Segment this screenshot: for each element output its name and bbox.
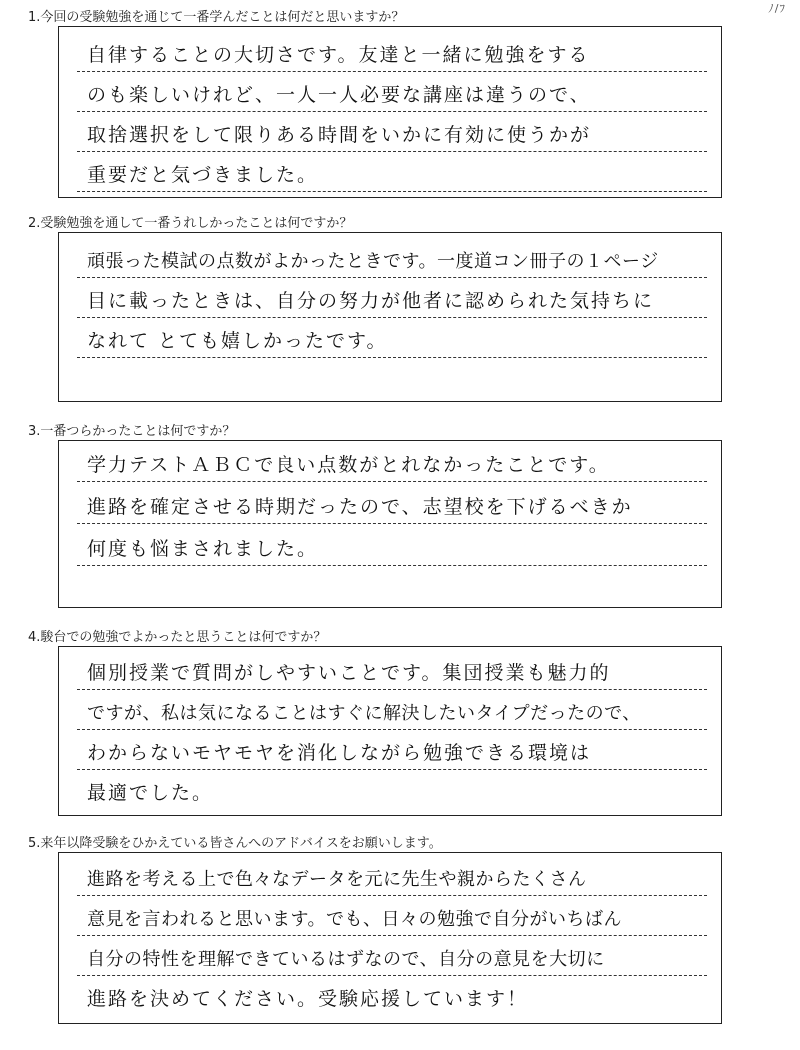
answer-box-2 [58, 232, 722, 402]
question-2-label: 2.受験勉強を通して一番うれしかったことは何ですか？ [28, 216, 353, 231]
answer-line [77, 357, 707, 397]
answer-line [77, 483, 707, 524]
answer-text: 進路を考える上で色々なデータを元に先生や親からたくさん [87, 869, 587, 890]
answer-box-3 [58, 440, 722, 608]
answer-text: 進路を確定させる時期だったので、志望校を下げるべきか [87, 496, 633, 518]
answer-text: 目に載ったときは、自分の努力が他者に認められた気持ちに [87, 290, 655, 312]
question-3-label: 3.一番つらかったことは何ですか？ [28, 424, 236, 439]
answer-line [77, 31, 707, 72]
answer-line [77, 111, 707, 152]
answer-line [77, 277, 707, 318]
answer-line [77, 689, 707, 730]
answer-line [77, 895, 707, 936]
answer-line [77, 769, 707, 809]
answer-text: 頑張った模試の点数がよかったときです。一度道コン冊子の１ページ [87, 251, 659, 272]
answer-text: 自律することの大切さです。友達と一緒に勉強をする [87, 44, 590, 66]
answer-line [77, 151, 707, 192]
answer-box-5 [58, 852, 722, 1024]
answer-line [77, 855, 707, 896]
answer-line [77, 317, 707, 358]
answer-text: 重要だと気づきました。 [87, 164, 319, 186]
answer-text: 取捨選択をして限りある時間をいかに有効に使うかが [87, 124, 592, 146]
answer-line [77, 975, 707, 1015]
answer-text: 学力テストＡＢＣで良い点数がとれなかったことです。 [87, 454, 610, 476]
answer-box-1 [58, 26, 722, 198]
answer-text: 意見を言われると思います。でも、日々の勉強で自分がいちばん [87, 909, 623, 930]
answer-text: 何度も悩まされました。 [87, 538, 319, 560]
answer-text: なれて とても嬉しかったです。 [87, 330, 388, 352]
answer-line [77, 935, 707, 976]
answer-line [77, 649, 707, 690]
answer-line [77, 565, 707, 605]
answer-line [77, 237, 707, 278]
question-5-label: 5.来年以降受験をひかえている皆さんへのアドバイスをお願いします。 [28, 836, 442, 851]
page-mark: ﾉ/ﾌ [768, 2, 786, 15]
answer-text: 最適でした。 [87, 782, 214, 804]
question-4-label: 4.駿台での勉強でよかったと思うことは何ですか？ [28, 630, 327, 645]
answer-text: ですが、私は気になることはすぐに解決したいタイプだったので、 [87, 703, 641, 724]
answer-box-4 [58, 646, 722, 816]
answer-line [77, 441, 707, 482]
answer-text: 自分の特性を理解できているはずなので、自分の意見を大切に [87, 949, 605, 970]
answer-line [77, 525, 707, 566]
answer-text: 個別授業で質問がしやすいことです。集団授業も魅力的 [87, 662, 611, 684]
answer-text: 進路を決めてください。受験応援しています！ [87, 988, 529, 1010]
question-1-label: 1.今回の受験勉強を通じて一番学んだことは何だと思いますか？ [28, 10, 405, 25]
answer-line [77, 71, 707, 112]
answer-line [77, 729, 707, 770]
answer-text: のも楽しいけれど、一人一人必要な講座は違うので、 [87, 84, 591, 106]
answer-text: わからないモヤモヤを消化しながら勉強できる環境は [87, 742, 592, 764]
